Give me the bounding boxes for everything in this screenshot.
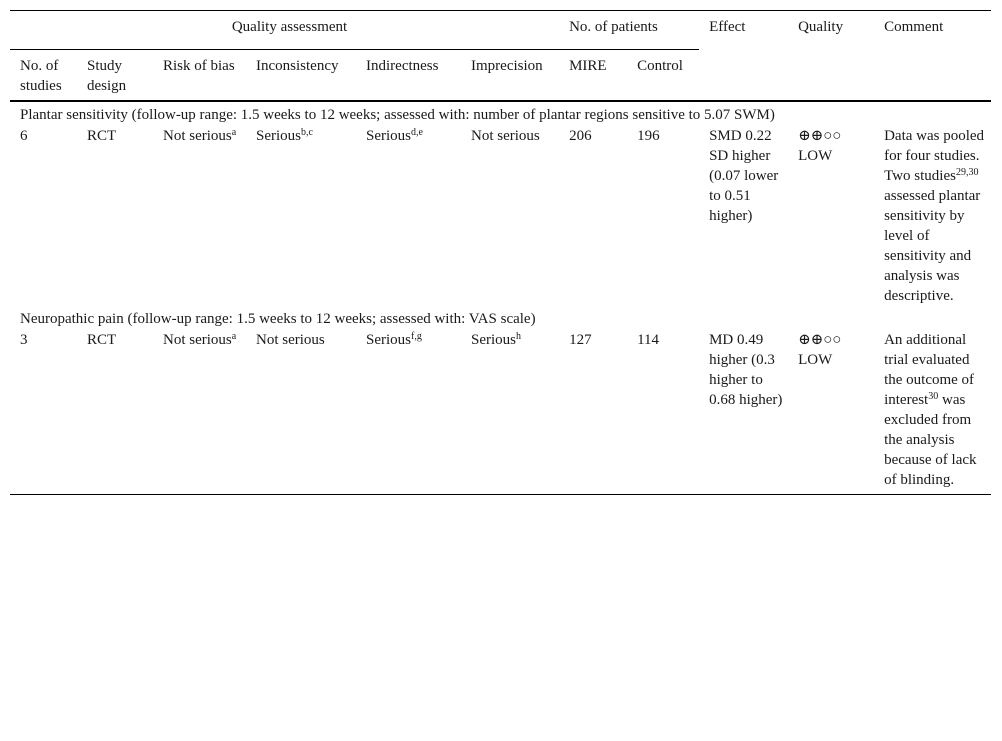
- comment-cell: [874, 125, 991, 306]
- quality-cell: [788, 125, 874, 306]
- study-design-cell: RCT: [77, 329, 153, 495]
- effect-header: Effect: [699, 11, 788, 50]
- inconsistency-header: Inconsistency: [246, 50, 356, 102]
- quality-label: LOW: [798, 352, 833, 368]
- imprecision-text: Not serious: [471, 128, 540, 144]
- imprecision-text: Serious: [471, 332, 516, 348]
- comment-text: Data was pooled for four studies. Two studies: [884, 128, 985, 184]
- quality-cell: [788, 329, 874, 495]
- risk-of-bias-cell: [153, 125, 246, 306]
- comment-header: Comment: [874, 11, 991, 50]
- footnote-marker: b,c: [301, 127, 313, 138]
- study-design-cell: RCT: [87, 128, 117, 144]
- grade-evidence-table: [10, 10, 991, 495]
- comment-cell: [874, 329, 991, 495]
- table-row: [10, 329, 991, 495]
- no-of-studies-cell: 6: [20, 128, 28, 144]
- inconsistency-text: Serious: [256, 128, 301, 144]
- citation-marker: 29,30: [955, 167, 979, 178]
- mire-header: MIRE: [559, 50, 627, 102]
- footnote-marker: f,g: [411, 331, 422, 342]
- quality-rating-icon: ⊕⊕○○: [798, 332, 842, 348]
- grade-evidence-table-container: [10, 10, 991, 495]
- quality-label: LOW: [798, 148, 833, 164]
- inconsistency-cell: [246, 329, 356, 495]
- indirectness-text: Serious: [366, 128, 411, 144]
- mire-cell: 206: [569, 128, 592, 144]
- indirectness-header: Indirectness: [356, 50, 461, 102]
- risk-of-bias-header: Risk of bias: [153, 50, 246, 102]
- inconsistency-text: Not serious: [256, 332, 325, 348]
- outcome-title: Plantar sensitivity (follow-up range: 1.5 weeks to 12 weeks; assessed with: number of plantar regions sensitive to 5.07 SWM): [20, 107, 775, 123]
- quality-header-spacer: [788, 50, 874, 102]
- imprecision-cell: [461, 329, 559, 495]
- imprecision-cell: [461, 125, 559, 306]
- risk-of-bias-cell: [153, 329, 246, 495]
- no-of-patients-header: No. of patients: [559, 11, 699, 50]
- mire-cell: 127: [559, 329, 627, 495]
- imprecision-header: Imprecision: [461, 50, 559, 102]
- comment-text: An additional trial evaluated the outcome of interest: [884, 332, 975, 408]
- outcome-row-neuropathic-pain: [10, 306, 991, 329]
- footnote-marker: a: [231, 331, 237, 342]
- comment-header-spacer: [874, 50, 991, 102]
- header-column-row: [10, 50, 991, 102]
- comment-text-continued: assessed plantar sensitivity by level of sensitivity and analysis was descriptive.: [884, 188, 981, 304]
- no-of-studies-cell: 3: [10, 329, 77, 495]
- risk-of-bias-text: Not serious: [163, 332, 232, 348]
- study-design-header: Study design: [77, 50, 153, 102]
- effect-cell: MD 0.49 higher (0.3 higher to 0.68 higher): [699, 329, 788, 495]
- indirectness-cell: [356, 125, 461, 306]
- footnote-marker: h: [516, 331, 521, 342]
- control-cell: 196: [637, 128, 660, 144]
- comment-text-continued: was excluded from the analysis because of lack of blinding.: [884, 392, 977, 488]
- inconsistency-cell: [246, 125, 356, 306]
- quality-rating-icon: ⊕⊕○○: [798, 128, 842, 144]
- control-header: Control: [627, 50, 699, 102]
- quality-header: Quality: [788, 11, 874, 50]
- risk-of-bias-text: Not serious: [163, 128, 232, 144]
- no-of-studies-header: No. of studies: [10, 50, 77, 102]
- quality-assessment-header: Quality assessment: [10, 11, 559, 50]
- indirectness-text: Serious: [366, 332, 411, 348]
- indirectness-cell: [356, 329, 461, 495]
- citation-marker: 30: [928, 391, 939, 402]
- outcome-row-plantar-sensitivity: [10, 101, 991, 125]
- control-cell: 114: [627, 329, 699, 495]
- footnote-marker: a: [231, 127, 237, 138]
- footnote-marker: d,e: [411, 127, 423, 138]
- table-row: [10, 125, 991, 306]
- outcome-title: Neuropathic pain (follow-up range: 1.5 weeks to 12 weeks; assessed with: VAS scale): [20, 311, 536, 327]
- effect-header-spacer: [699, 50, 788, 102]
- effect-cell: SMD 0.22 SD higher (0.07 lower to 0.51 higher): [709, 128, 779, 224]
- header-group-row: [10, 11, 991, 50]
